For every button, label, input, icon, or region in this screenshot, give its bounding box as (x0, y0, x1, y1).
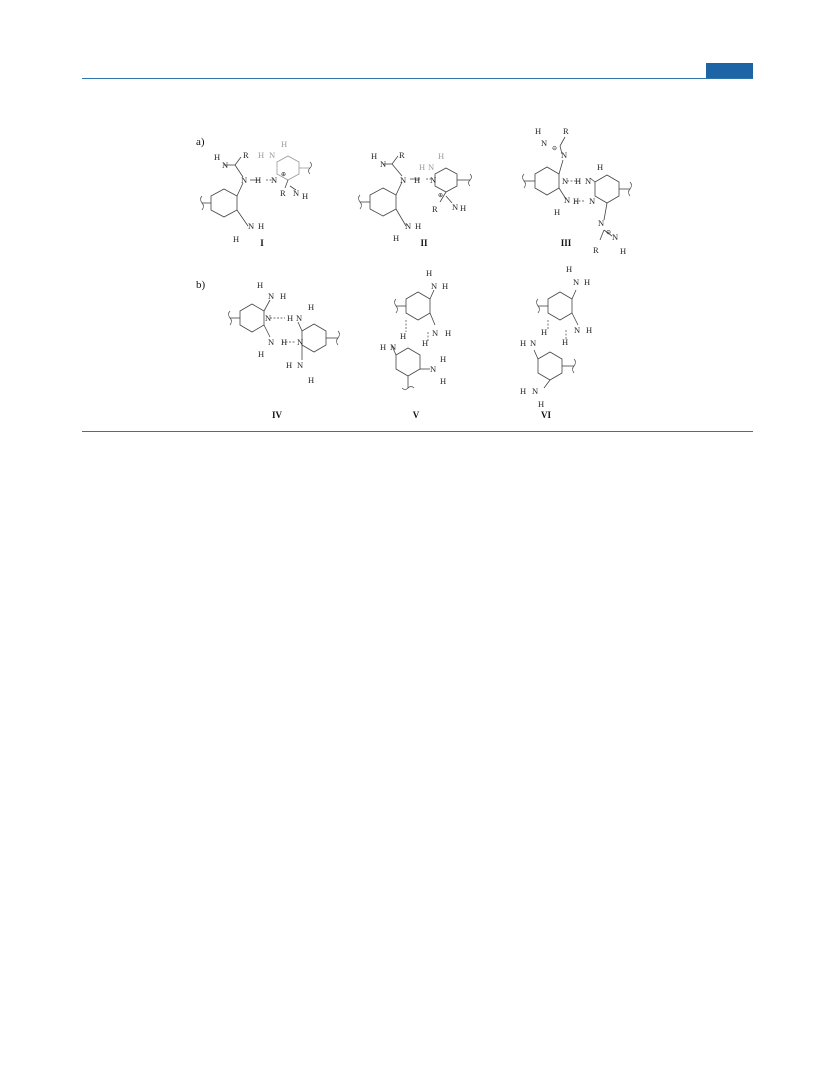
atom-label: R (280, 188, 286, 198)
atom-label: H (281, 337, 288, 347)
atom-label: H (414, 175, 421, 185)
atom-label: H (566, 264, 573, 274)
atom-label: H (440, 376, 447, 386)
atom-label: H (554, 207, 561, 217)
structure-V (392, 290, 435, 390)
atom-label: H (287, 313, 294, 323)
atom-label: N (589, 196, 596, 206)
atom-label: N (248, 221, 255, 231)
atom-label: N (268, 337, 275, 347)
atom-label: N (431, 281, 438, 291)
structure-IV (229, 300, 340, 360)
atom-label: H (445, 328, 452, 338)
atom-label: N (452, 202, 459, 212)
atom-label: H (214, 152, 221, 162)
atom-label: N (428, 162, 435, 172)
atom-label: N (432, 328, 439, 338)
atom-label: N (400, 175, 407, 185)
structure-VI (534, 290, 581, 388)
atom-label: N (541, 138, 548, 148)
charge-label: ⊕ (438, 193, 444, 199)
atom-label: N (573, 277, 580, 287)
atom-label: H (280, 291, 287, 301)
atom-label: H (419, 162, 426, 172)
atom-label: H (258, 150, 265, 160)
atom-label: N (390, 342, 397, 352)
atom-label: R (432, 204, 438, 214)
atom-label: H (281, 139, 288, 149)
atom-label: H (308, 375, 315, 385)
atom-label: H (520, 338, 527, 348)
atom-label: H (422, 338, 429, 348)
atom-label: N (598, 218, 605, 228)
atom-label: N (405, 221, 412, 231)
atom-label: N (268, 291, 275, 301)
atom-label: H (380, 342, 387, 352)
atom-label: N (574, 325, 581, 335)
panel-label-b: b) (196, 279, 206, 291)
compound-label-II: II (420, 238, 428, 248)
atom-label: H (573, 196, 580, 206)
atom-label: H (575, 176, 582, 186)
atom-label: H (538, 399, 545, 409)
charge-label: ⊕ (281, 172, 287, 178)
atom-label: H (597, 162, 604, 172)
panel-label-a: a) (196, 136, 205, 148)
structure-II (359, 156, 472, 226)
atom-label: H (400, 331, 407, 341)
atom-label: H (415, 221, 422, 231)
atom-label: H (541, 327, 548, 337)
atom-label: N (297, 360, 304, 370)
atom-label: H (520, 386, 527, 396)
atom-label: N (430, 364, 437, 374)
atom-label: N (532, 386, 539, 396)
atom-label: H (255, 175, 262, 185)
atom-label: H (442, 281, 449, 291)
atom-label: H (286, 360, 293, 370)
atom-label: H (620, 246, 627, 256)
atom-label: N (585, 176, 592, 186)
atom-label: N (430, 175, 437, 185)
atom-label: N (612, 232, 619, 242)
atom-label: H (440, 354, 447, 364)
compound-label-V: V (412, 410, 420, 420)
atom-label: N (380, 159, 387, 169)
atom-label: N (564, 195, 571, 205)
atom-label: H (426, 268, 433, 278)
atom-label: H (562, 337, 569, 347)
atom-label: N (271, 175, 278, 185)
figure-bottom-rule (82, 431, 753, 432)
atom-label: R (399, 150, 405, 160)
atom-label: H (460, 203, 467, 213)
atom-label: N (561, 150, 568, 160)
compound-label-IV: IV (271, 410, 283, 420)
atom-label: H (233, 234, 240, 244)
atom-label: R (593, 245, 599, 255)
atom-label: H (438, 151, 445, 161)
structure-III (523, 137, 632, 240)
atom-label: R (563, 126, 569, 136)
compound-label-III: III (560, 238, 572, 248)
charge-label: ⊖ (606, 230, 612, 236)
compound-label-VI: VI (540, 410, 552, 420)
atom-label: N (296, 313, 303, 323)
atom-label: H (535, 126, 542, 136)
atom-label: N (222, 160, 229, 170)
atom-label: N (530, 338, 537, 348)
atom-label: N (562, 176, 569, 186)
atom-label: H (308, 302, 315, 312)
atom-label: N (241, 175, 248, 185)
atom-label: R (243, 150, 249, 160)
atom-label: H (371, 151, 378, 161)
atom-label: N (269, 150, 276, 160)
atom-label: H (258, 349, 265, 359)
atom-label: H (586, 325, 593, 335)
atom-label: H (584, 277, 591, 287)
atom-label: H (302, 191, 309, 201)
atom-label: N (297, 337, 304, 347)
charge-label: ⊖ (552, 146, 558, 152)
atom-label: N (293, 188, 300, 198)
compound-label-I: I (260, 238, 264, 248)
atom-label: N (265, 313, 272, 323)
atom-label: H (257, 280, 264, 290)
atom-label: H (393, 233, 400, 243)
atom-label: H (258, 221, 265, 231)
